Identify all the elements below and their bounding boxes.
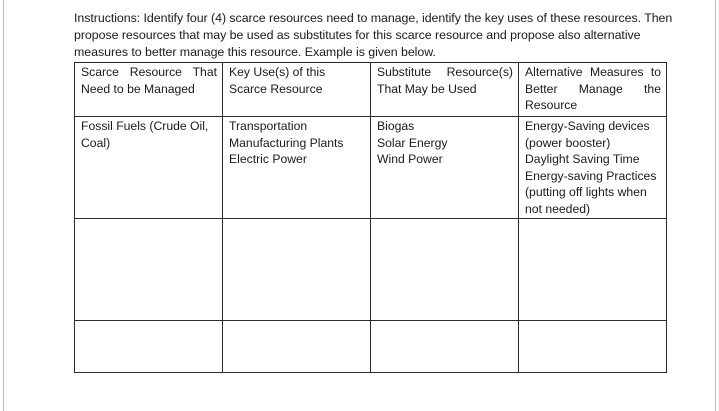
header-key-uses: Key Use(s) of this Scarce Resource (223, 63, 371, 117)
instructions-text: Instructions: Identify four (4) scarce resources need to manage, identify the key uses of these resources. Then propose resources that may be used as substitutes for this scarce resource and propose also alternative measures to better manage this resource. Example is given below. (74, 11, 673, 59)
cell-key-uses (223, 117, 371, 219)
empty-cell[interactable] (371, 218, 519, 320)
table-header-row (75, 63, 667, 117)
key-use-item: Manufacturing Plants (229, 135, 344, 150)
table-row (75, 117, 667, 219)
empty-cell[interactable] (75, 320, 223, 372)
resource-table (74, 62, 667, 373)
empty-cell[interactable] (223, 218, 371, 320)
key-use-item: Electric Power (229, 152, 307, 167)
header-alternative-measures: Alternative Measures to Better Manage the Resource (519, 63, 667, 117)
empty-cell[interactable] (75, 218, 223, 320)
empty-cell[interactable] (371, 320, 519, 372)
cell-alternative-measures (519, 117, 667, 219)
page-right-edge (715, 0, 716, 411)
table-row-empty (75, 218, 667, 320)
cell-substitutes (371, 117, 519, 219)
substitute-item: Biogas (377, 119, 415, 133)
empty-cell[interactable] (519, 320, 667, 372)
cell-scarce-resource: Fossil Fuels (Crude Oil, Coal) (75, 117, 223, 219)
table-row-empty (75, 320, 667, 372)
key-use-item: Transportation (229, 119, 308, 133)
header-scarce-resource: Scarce Resource That Need to be Managed (75, 63, 223, 117)
substitute-item: Solar Energy (377, 135, 448, 150)
measure-item: Energy-Saving devices (power booster) (525, 119, 650, 150)
measure-item: Energy-saving Practices (putting off lights when not needed) (525, 168, 657, 216)
substitute-item: Wind Power (377, 152, 443, 167)
header-substitutes: Substitute Resource(s) That May be Used (371, 63, 519, 117)
measure-item: Daylight Saving Time (525, 152, 640, 167)
page-left-edge (3, 0, 4, 411)
empty-cell[interactable] (223, 320, 371, 372)
empty-cell[interactable] (519, 218, 667, 320)
